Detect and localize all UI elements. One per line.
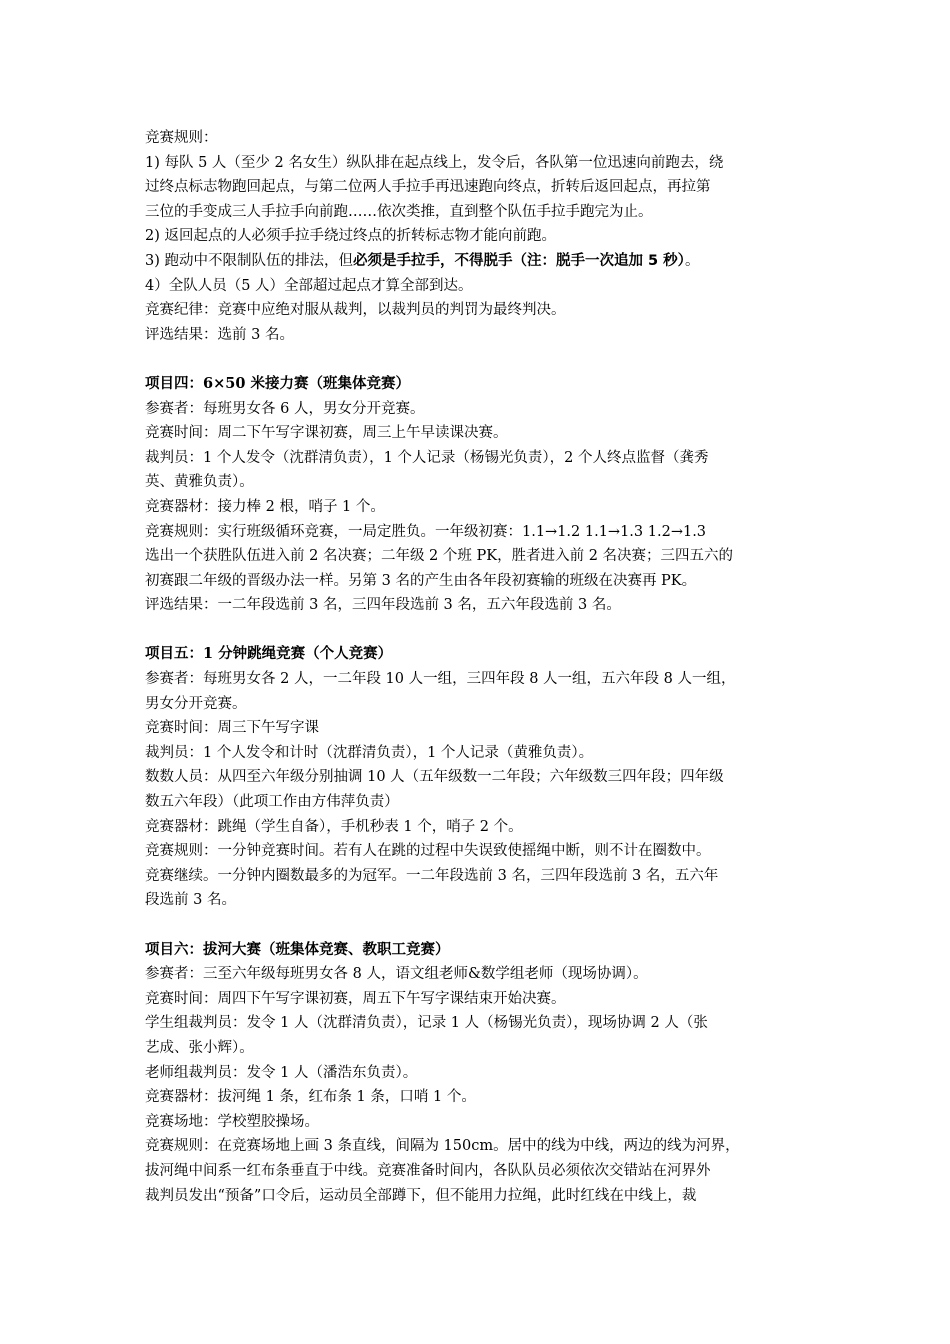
item-four-section <box>145 372 815 618</box>
text-line: 数五六年段）（此项工作由方伟萍负责） <box>145 794 399 811</box>
spacer <box>145 913 815 938</box>
text-line: 评选结果：选前 3 名。 <box>145 326 294 343</box>
spacer <box>145 618 815 643</box>
text-line: 段选前 3 名。 <box>145 892 236 909</box>
text-line: 老师组裁判员：发令 1 人（潘浩东负责）。 <box>145 1064 418 1081</box>
text-line: 参赛者：三至六年级每班男女各 8 人，语文组老师&数学组老师（现场协调）。 <box>145 966 648 983</box>
text-line: 竞赛规则：一分钟竞赛时间。若有人在跳的过程中失误致使摇绳中断，则不计在圈数中。 <box>145 843 711 860</box>
text-line: 竞赛器材：接力棒 2 根，哨子 1 个。 <box>145 498 385 515</box>
text-line: 过终点标志物跑回起点，与第二位两人手拉手再迅速跑向终点，折转后返回起点，再拉第 <box>145 179 711 196</box>
text-line: 裁判员：1 个人发令（沈群清负责），1 个人记录（杨锡光负责），2 个人终点监督（龚秀 <box>145 449 709 466</box>
text-line: 竞赛纪律：竞赛中应绝对服从裁判，以裁判员的判罚为最终判决。 <box>145 302 566 319</box>
rules-section <box>145 126 815 347</box>
text-line: 竞赛规则：在竞赛场地上画 3 条直线，间隔为 150cm。居中的线为中线，两边的线为河界， <box>145 1138 740 1155</box>
section-heading: 项目六：拔河大赛（班集体竞赛、教职工竞赛） <box>145 940 450 958</box>
text-line: 评选结果：一二年段选前 3 名，三四年段选前 3 名，五六年段选前 3 名。 <box>145 597 621 614</box>
text-line: 裁判员发出“预备”口令后，运动员全部蹲下，但不能用力拉绳，此时红线在中线上，裁 <box>145 1187 697 1204</box>
rule-3-line <box>145 249 815 274</box>
text-line: 竞赛时间：周四下午写字课初赛，周五下午写字课结束开始决赛。 <box>145 990 566 1007</box>
text-line: 数数人员：从四至六年级分别抽调 10 人（五年级数一二年段；六年级数三四年段；四年级 <box>145 769 724 786</box>
section-heading: 项目五：1 分钟跳绳竞赛（个人竞赛） <box>145 645 393 663</box>
item-six-section <box>145 938 815 1209</box>
text-line: 男女分开竞赛。 <box>145 695 247 712</box>
text-line: 参赛者：每班男女各 2 人，一二年段 10 人一组，三四年段 8 人一组，五六年段 8 人一组， <box>145 671 736 688</box>
text-line: 竞赛器材：跳绳（学生自备），手机秒表 1 个，哨子 2 个。 <box>145 818 523 835</box>
text-line: 选出一个获胜队伍进入前 2 名决赛；二年级 2 个班 PK，胜者进入前 2 名决赛；三四五六的 <box>145 548 734 565</box>
document-page <box>145 126 815 1208</box>
text-line: 三位的手变成三人手拉手向前跑……依次类推，直到整个队伍手拉手跑完为止。 <box>145 203 653 220</box>
rule-3-prefix: 3) 跑动中不限制队伍的排法，但 <box>145 252 353 269</box>
text-line: 1) 每队 5 人（至少 2 名女生）纵队排在起点线上，发令后，各队第一位迅速向前跑去，绕 <box>145 154 724 171</box>
text-line: 4）全队人员（5 人）全部超过起点才算全部到达。 <box>145 277 473 294</box>
text-line: 拔河绳中间系一红布条垂直于中线。竞赛准备时间内，各队队员必须依次交错站在河界外 <box>145 1162 711 1179</box>
text-line: 竞赛规则： <box>145 130 218 146</box>
item-five-section <box>145 642 815 913</box>
spacer <box>145 347 815 372</box>
text-line: 初赛跟二年级的晋级办法一样。另第 3 名的产生由各年段初赛输的班级在决赛再 PK。 <box>145 572 697 589</box>
text-line: 竞赛时间：周三下午写字课 <box>145 720 319 737</box>
rule-3-suffix: 。 <box>684 252 700 269</box>
text-line: 竞赛继续。一分钟内圈数最多的为冠军。一二年段选前 3 名，三四年段选前 3 名，五六年 <box>145 867 719 884</box>
text-line: 2) 返回起点的人必须手拉手绕过终点的折转标志物才能向前跑。 <box>145 228 556 245</box>
text-line: 学生组裁判员：发令 1 人（沈群清负责），记录 1 人（杨锡光负责），现场协调 2 人（张 <box>145 1015 708 1032</box>
rule-3-emphasis: 必须是手拉手，不得脱手（注：脱手一次追加 5 秒） <box>353 252 685 269</box>
section-heading: 项目四：6×50 米接力赛（班集体竞赛） <box>145 374 410 392</box>
text-line: 裁判员：1 个人发令和计时（沈群清负责），1 个人记录（黄雅负责）。 <box>145 744 594 761</box>
text-line: 竞赛器材：拔河绳 1 条，红布条 1 条，口哨 1 个。 <box>145 1089 476 1106</box>
text-line: 艺成、张小辉）。 <box>145 1039 254 1056</box>
text-line: 竞赛时间：周二下午写字课初赛，周三上午早读课决赛。 <box>145 425 508 442</box>
text-line: 竞赛规则：实行班级循环竞赛，一局定胜负。一年级初赛：1.1→1.2 1.1→1.3 1.2→1.3 <box>145 523 707 540</box>
text-line: 竞赛场地：学校塑胶操场。 <box>145 1113 319 1130</box>
text-line: 英、黄雅负责）。 <box>145 474 254 491</box>
text-line: 参赛者：每班男女各 6 人，男女分开竞赛。 <box>145 400 425 417</box>
